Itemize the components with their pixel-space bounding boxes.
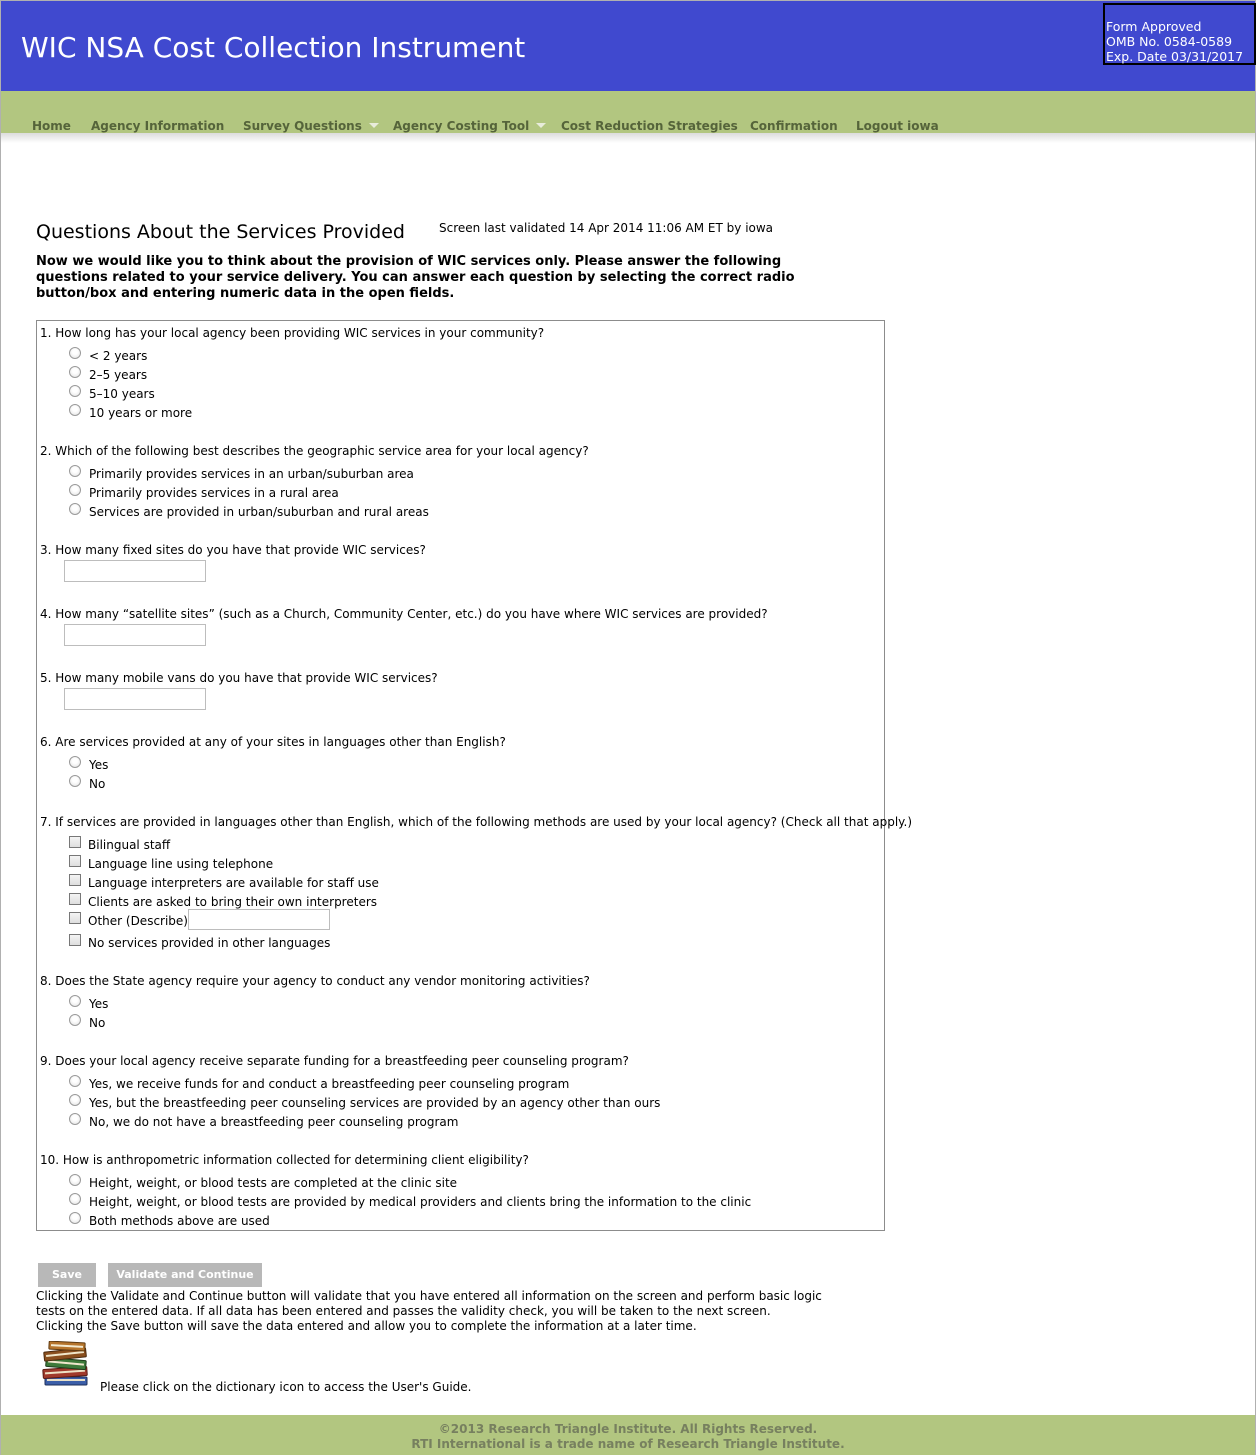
chevron-down-icon [369,123,379,128]
q2-option-label: Primarily provides services in an urban/suburban area [89,467,414,481]
q10-radio-2[interactable] [69,1193,81,1205]
nav-cost-reduction-strategies[interactable]: Cost Reduction Strategies [561,119,738,133]
q8-option-label: No [89,1016,106,1030]
page-footer [1,1415,1255,1455]
q7-checkbox-2[interactable] [69,855,81,867]
q3-fixed-sites-input[interactable] [64,560,206,582]
q7-option-label: Clients are asked to bring their own interpreters [88,895,378,909]
questions-panel [36,320,913,1231]
question-9-text: 9. Does your local agency receive separate funding for a breastfeeding peer counseling program? [40,1054,629,1068]
q8-radio-yes[interactable] [69,995,81,1007]
q9-radio-2[interactable] [69,1094,81,1106]
nav-logout[interactable]: Logout iowa [856,119,939,133]
nav-agency-information[interactable]: Agency Information [91,119,225,133]
q1-option-label: 2–5 years [89,368,148,382]
q7-checkbox-1[interactable] [69,836,81,848]
nav-survey-questions[interactable] [243,119,379,133]
q6-option-label: No [89,777,106,791]
q9-radio-3[interactable] [69,1113,81,1125]
q8-radio-no[interactable] [69,1014,81,1026]
nav-shadow [1,133,1255,143]
question-2-text: 2. Which of the following best describes the geographic service area for your local agency? [40,444,589,458]
last-validated-text: Screen last validated 14 Apr 2014 11:06 AM ET by iowa [439,221,774,235]
q10-option-label: Height, weight, or blood tests are provided by medical providers and clients bring the information to the clinic [89,1195,752,1209]
q7-option-label: Other (Describe) [88,914,188,928]
q7-checkbox-6[interactable] [69,934,81,946]
q6-radio-yes[interactable] [69,756,81,768]
question-4-text: 4. How many “satellite sites” (such as a Church, Community Center, etc.) do you have where WIC services are provided? [40,607,768,621]
q10-option-label: Both methods above are used [89,1214,270,1228]
validate-and-continue-button[interactable]: Validate and Continue [108,1263,262,1287]
q7-checkbox-4[interactable] [69,893,81,905]
q7-option-label: No services provided in other languages [88,936,331,950]
q5-mobile-vans-input[interactable] [64,688,206,710]
validate-help-text: Clicking the Validate and Continue button will validate that you have entered all information on the screen and perform basic logic tests on the entered data. If all data has been entered and passes the validity check, you will be taken to the next screen. [36,1289,822,1318]
app-title: WIC NSA Cost Collection Instrument [21,31,526,64]
q9-radio-1[interactable] [69,1075,81,1087]
nav-survey-questions-label: Survey Questions [243,119,362,133]
q2-radio-2[interactable] [69,484,81,496]
q9-option-label: No, we do not have a breastfeeding peer counseling program [89,1115,459,1129]
form-approved-label: Form Approved [1106,19,1202,34]
q9-option-label: Yes, we receive funds for and conduct a breastfeeding peer counseling program [89,1077,570,1091]
q7-option-label: Language line using telephone [88,857,274,871]
q6-option-label: Yes [89,758,109,772]
q4-satellite-sites-input[interactable] [64,624,206,646]
nav-home[interactable]: Home [32,119,71,133]
chevron-down-icon [536,123,546,128]
page-title: Questions About the Services Provided [36,221,405,243]
help-text [36,1289,841,1334]
q1-radio-2[interactable] [69,366,81,378]
q7-checkbox-3[interactable] [69,874,81,886]
nav-agency-costing-tool-label: Agency Costing Tool [393,119,530,133]
q10-option-label: Height, weight, or blood tests are completed at the clinic site [89,1176,458,1190]
q2-option-label: Services are provided in urban/suburban and rural areas [89,505,429,519]
page-header [1,1,1255,91]
q1-option-label: < 2 years [89,349,148,363]
omb-number: OMB No. 0584-0589 [1106,34,1233,49]
q1-option-label: 5–10 years [89,387,155,401]
q2-radio-3[interactable] [69,503,81,515]
q6-radio-no[interactable] [69,775,81,787]
question-6-text: 6. Are services provided at any of your sites in languages other than English? [40,735,506,749]
copyright-text: ©2013 Research Triangle Institute. All Rights Reserved. [438,1422,818,1436]
omb-approval-box [1103,3,1256,65]
q1-radio-3[interactable] [69,385,81,397]
question-7-text: 7. If services are provided in languages other than English, which of the following methods are used by your local agency? (Check all that apply.) [40,815,913,829]
users-guide-text: Please click on the dictionary icon to access the User's Guide. [100,1380,472,1394]
q7-checkbox-5[interactable] [69,912,81,924]
q8-option-label: Yes [89,997,109,1011]
question-10-text: 10. How is anthropometric information collected for determining client eligibility? [40,1153,529,1167]
question-5-text: 5. How many mobile vans do you have that provide WIC services? [40,671,438,685]
q9-option-label: Yes, but the breastfeeding peer counseling services are provided by an agency other than ours [89,1096,661,1110]
dictionary-icon[interactable] [41,1341,93,1387]
q1-radio-4[interactable] [69,404,81,416]
intro-text: Now we would like you to think about the provision of WIC services only. Please answer the following questions related to your service delivery. You can answer each question by selecting the correct radio button/box and entering numeric data in the open fields. [36,254,795,301]
nav-agency-costing-tool[interactable] [393,119,546,133]
q2-radio-1[interactable] [69,465,81,477]
q1-option-label: 10 years or more [89,406,193,420]
trade-name-text: RTI International is a trade name of Research Triangle Institute. [411,1437,845,1451]
q7-option-label: Language interpreters are available for staff use [88,876,379,890]
nav-confirmation[interactable]: Confirmation [750,119,838,133]
question-8-text: 8. Does the State agency require your agency to conduct any vendor monitoring activities? [40,974,590,988]
q2-option-label: Primarily provides services in a rural area [89,486,339,500]
expiration-date: Exp. Date 03/31/2017 [1106,49,1244,64]
q7-option-label: Bilingual staff [88,838,171,852]
question-3-text: 3. How many fixed sites do you have that provide WIC services? [40,543,426,557]
save-button[interactable]: Save [38,1263,96,1287]
q1-radio-1[interactable] [69,347,81,359]
question-1-text: 1. How long has your local agency been providing WIC services in your community? [40,326,545,340]
save-help-text: Clicking the Save button will save the data entered and allow you to complete the information at a later time. [36,1319,697,1333]
q10-radio-3[interactable] [69,1212,81,1224]
q7-other-describe-input[interactable] [188,909,330,930]
q10-radio-1[interactable] [69,1174,81,1186]
